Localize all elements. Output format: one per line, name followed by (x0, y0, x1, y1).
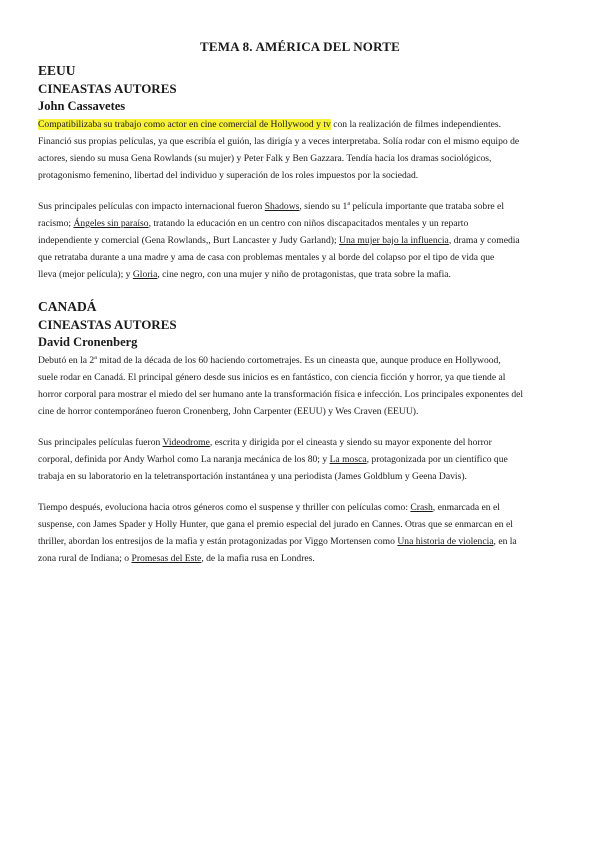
paragraph-cronenberg-later: Tiempo después, evoluciona hacia otros géneros como el suspense y thriller con películas como: Crash, enmarcada en el suspense, con James Spader y Holly Hunter, que gana el premio especial del jurado en Cannes. Otras que se enmarcan en el thriller, abordan los entresijos de la mafia y están protagonizadas por Viggo Mortensen como Una historia de violencia, en la zona rural de Indiana; o Promesas del Este, de la mafia rusa en Londres. (38, 502, 517, 564)
film-title-la-mosca: La mosca (329, 454, 367, 465)
film-title-una-historia-de-violencia: Una historia de violencia (397, 536, 494, 547)
paragraph-cronenberg-films: Sus principales películas fueron Videodrome, escrita y dirigida por el cineasta y siendo su mayor exponente del horror corporal, definida por Andy Warhol como La naranja mecánica de los 80; y La mosca, protagonizada por un científico que trabaja en su laboratorio en la teletransportación instantánea y una periodista (James Goldblum y Geena Davis). (38, 437, 508, 482)
film-title-angeles-sin-paraiso: Ángeles sin paraíso (73, 218, 149, 229)
film-title-shadows: Shadows (264, 201, 300, 212)
film-title-una-mujer-bajo-la-influencia: Una mujer bajo la influencia (339, 235, 449, 246)
film-title-videodrome: Videodrome (162, 437, 210, 448)
country-heading-canada: CANADÁ (38, 299, 97, 314)
country-heading-eeuu: EEUU (38, 63, 76, 78)
director-name-cassavetes: John Cassavetes (38, 99, 126, 113)
paragraph-cronenberg-intro: Debutó en la 2$^a$ mitad de la década de los 60 haciendo cortometrajes. Es un cineasta que, aunque produce en Hollywood, suele rodar en Canadá. El principal género desde sus inicios es en fantástico, con ciencia ficción y horror, ya que tiende al horror corporal para mostrar el miedo del ser humano ante la transformación física e infección. Los principales exponentes del cine de horror contemporáneo fueron Cronenberg, John Carpenter (EEUU) y Wes Craven (EEUU). (38, 355, 524, 417)
section-canada (38, 298, 562, 567)
document-page (38, 38, 562, 567)
page-title: TEMA 8. AMÉRICA DEL NORTE (200, 39, 400, 54)
film-title-promesas-del-este: Promesas del Este (131, 553, 202, 564)
subheading-cineastas-eeuu: CINEASTAS AUTORES (38, 81, 177, 96)
director-name-cronenberg: David Cronenberg (38, 335, 138, 349)
section-eeuu (38, 62, 562, 283)
paragraph-cassavetes-films: Sus principales películas con impacto internacional fueron Shadows, siendo su 1$^a$ película importante que trataba sobre el racismo; Ángeles sin paraíso, tratando la educación en un centro con niños discapacitados mentales y un reparto independiente y comercial (Gena Rowlands,, Burt Lancaster y Judy Garland); Una mujer bajo la influencia, drama y comedia que retrataba durante a una madre y ama de casa con problemas mentales y al borde del colapso por el tipo de vida que lleva (mejor película); y Gloria, cine negro, con una mujer y niño de protagonistas, que trata sobre la mafia. (38, 201, 520, 280)
film-title-gloria: Gloria (132, 269, 158, 280)
paragraph-cassavetes-intro: Compatibilizaba su trabajo como actor en cine comercial de Hollywood y tv con la realización de filmes independientes. Financió sus propias películas, ya que escribía el guión, las dirigía y a veces interpretaba. Solía rodar con el mismo equipo de actores, siendo su musa Gena Rowlands (su mujer) y Peter Falk y Ben Gazzara. Tendía hacia los dramas sociológicos, protagonismo femenino, libertad del individuo y superación de los roles impuestos por la sociedad. (38, 119, 520, 181)
subheading-cineastas-canada: CINEASTAS AUTORES (38, 317, 177, 332)
film-title-crash: Crash (410, 502, 433, 513)
highlighted-text: Compatibilizaba su trabajo como actor en cine comercial de Hollywood y tv (38, 119, 331, 130)
